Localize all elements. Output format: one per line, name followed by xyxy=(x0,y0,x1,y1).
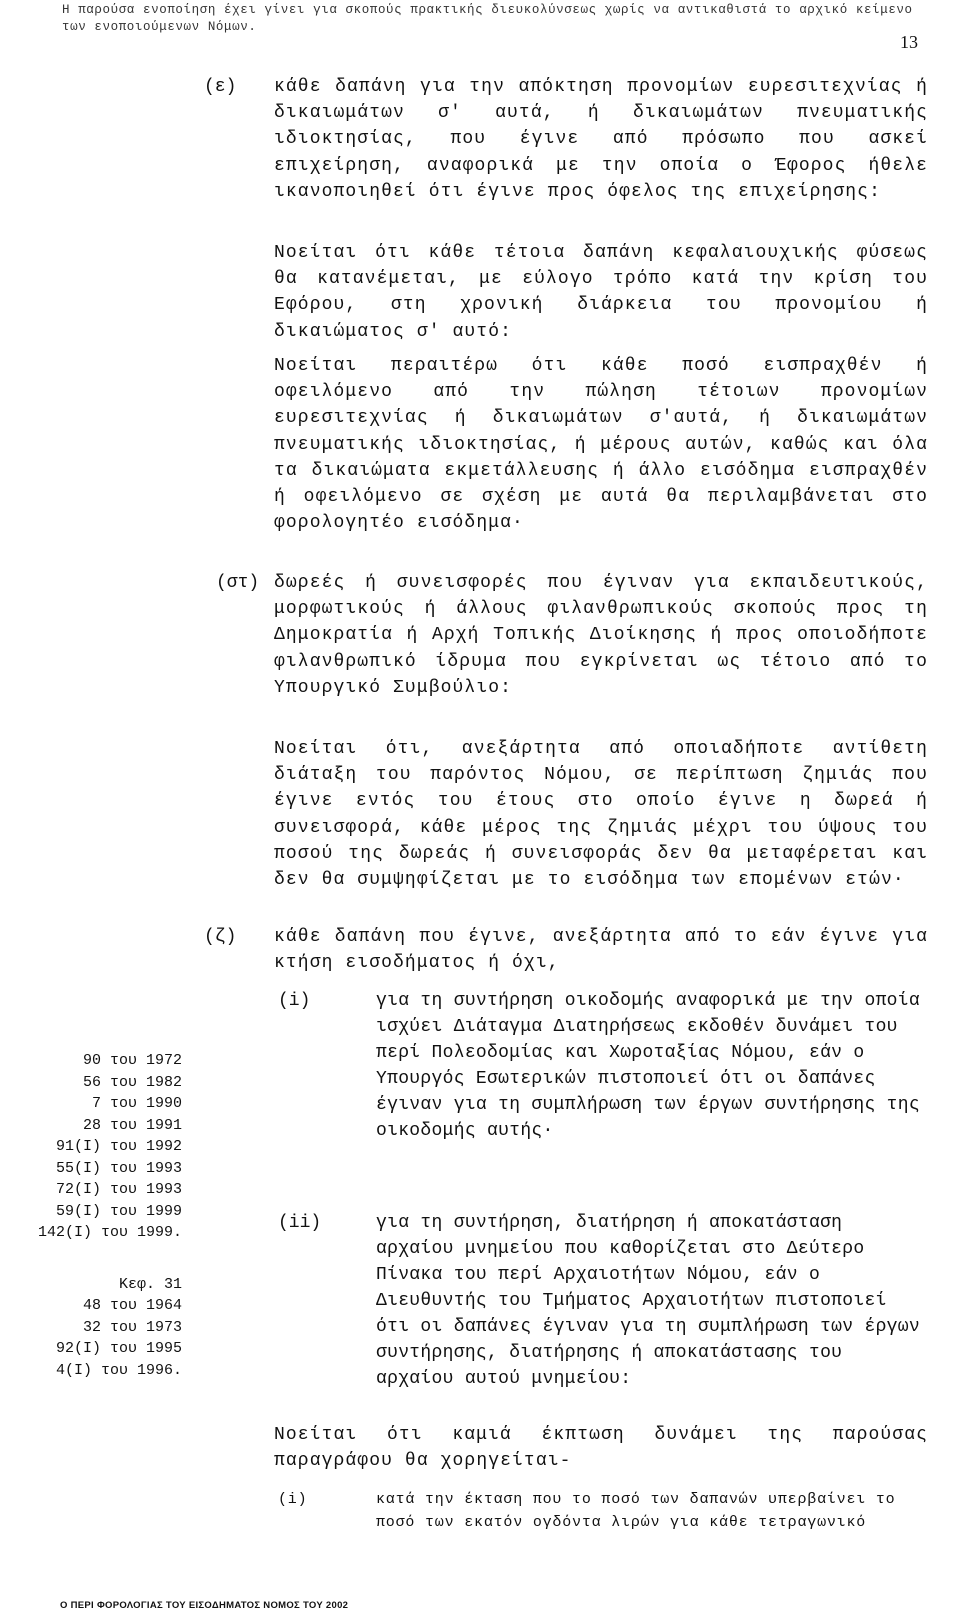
margin-ref: 59(I) του 1999 xyxy=(55,1202,182,1220)
item-st-text: δωρεές ή συνεισφορές που έγιναν για εκπαιδευτικούς, μορφωτικούς ή άλλους φιλανθρωπικούς σκοπούς προς τη Δημοκρατία ή Αρχή Τοπικής Διοίκησης ή προς οποιοδήποτε φιλανθρωπικό ίδρυμα που εγκρίνεται ως τέτοιο από το Υπουργικό Συμβούλιο: xyxy=(274,573,928,698)
margin-ref: 56 του 1982 xyxy=(82,1073,182,1091)
item-e-proviso-1: Νοείται ότι κάθε τέτοια δαπάνη κεφαλαιουχικής φύσεως θα κατανέμεται, με εύλογο τρόπο κατά την κρίση του Εφόρου, στη χρονική διάρκεια του προνομίου ή δικαιώματος σ' αυτό: xyxy=(274,243,928,342)
margin-ref: 90 του 1972 xyxy=(82,1052,182,1069)
margin-ref: 91(I) του 1992 xyxy=(55,1138,182,1155)
item-st-mark: (στ) xyxy=(216,573,260,593)
margin-ref: 72(I) του 1993 xyxy=(55,1181,182,1198)
page-footer: Ο ΠΕΡΙ ΦΟΡΟΛΟΓΙΑΣ ΤΟΥ ΕΙΣΟΔΗΜΑΤΟΣ ΝΟΜΟΣ ΤΟΥ 2002 xyxy=(60,1600,349,1611)
item-z-sub-i-mark: (i) xyxy=(278,991,311,1011)
item-st-proviso: Νοείται ότι, ανεξάρτητα από οποιαδήποτε αντίθετη διάταξη του παρόντος Νόμου, σε περίπτωση ζημιάς που έγινε εντός του έτους στο οποίο έγινε η δωρεά ή συνεισφορά, κάθε μέρος της ζημιάς μέχρι του ύψους του ποσού της δωρεάς ή συνεισφοράς δεν θα μεταφέρεται και δεν θα συμψηφίζεται με το εισόδημα των επομένων ετών· xyxy=(274,739,928,891)
margin-ref: 142(I) του 1999. xyxy=(37,1224,182,1241)
margin-ref: 92(I) του 1995 xyxy=(55,1340,182,1357)
item-z-sub-ii-text: για τη συντήρηση, διατήρηση ή αποκατάσταση αρχαίου μνημείου που καθορίζεται στο Δεύτερο Πίνακα του περί Αρχαιοτήτων Νόμου, εάν ο Διευθυντής του Τμήματος Αρχαιοτήτων πιστοποιεί ότι οι δαπάνες έγιναν για τη συμπλήρωση των έργων συντήρησης, διατήρησης ή αποκατάστασης του αρχαίου αυτού μνημείου: xyxy=(376,1213,920,1389)
margin-ref: 32 του 1973 xyxy=(82,1318,182,1336)
margin-ref: 7 του 1990 xyxy=(91,1095,182,1112)
item-z-last-i-mark: (i) xyxy=(278,1491,308,1508)
item-z-last-i-text: κατά την έκταση που το ποσό των δαπανών υπερβαίνει το ποσό των εκατόν ογδόντα λιρών για κάθε τετραγωνικό xyxy=(376,1491,896,1531)
item-z-sub-ii-mark: (ii) xyxy=(278,1213,322,1233)
page-number: 13 xyxy=(900,32,918,52)
margin-ref: Κεφ. 31 xyxy=(118,1275,182,1293)
item-e-proviso-2: Νοείται περαιτέρω ότι κάθε ποσό εισπραχθέν ή οφειλόμενο από την πώληση τέτοιων προνομίων ευρεσιτεχνίας ή δικαιωμάτων σ'αυτά, ή δικαιωμάτων πνευματικής ιδιοκτησίας, ή μέρους αυτών, καθώς και όλα τα δικαιώματα εκμετάλλευσης ή άλλο εισόδημα εισπραχθέν ή οφειλόμενο σε σχέση με αυτά θα περιλαμβάνεται στο φορολογητέο εισόδημα· xyxy=(274,356,928,534)
consolidation-disclaimer: Η παρούσα ενοποίηση έχει γίνει για σκοπούς πρακτικής διευκολύνσεως χωρίς να αντικαθιστά το αρχικό κείμενο των ενοποιούμενων Νόμων. xyxy=(62,3,913,34)
margin-references xyxy=(0,1050,182,1381)
item-z-sub-i-text: για τη συντήρηση οικοδομής αναφορικά με την οποία ισχύει Διάταγμα Διατηρήσεως εκδοθέν δυνάμει του περί Πολεοδομίας και Χωροταξίας Νόμου, εάν ο Υπουργός Εσωτερικών πιστοποιεί ότι οι δαπάνες έγιναν για τη συμπλήρωση των έργων συντήρησης της οικοδομής αυτής· xyxy=(376,991,920,1141)
margin-ref: 48 του 1964 xyxy=(82,1297,182,1314)
item-z-text: κάθε δαπάνη που έγινε, ανεξάρτητα από το εάν έγινε για κτήση εισοδήματος ή όχι, xyxy=(274,927,928,974)
margin-ref: 55(I) του 1993 xyxy=(55,1159,182,1177)
margin-ref: 4(I) του 1996. xyxy=(55,1361,182,1379)
item-z-proviso: Νοείται ότι καμιά έκπτωση δυνάμει της παρούσας παραγράφου θα χορηγείται- xyxy=(274,1425,928,1472)
item-z-mark: (ζ) xyxy=(204,927,237,947)
item-e-text: κάθε δαπάνη για την απόκτηση προνομίων ευρεσιτεχνίας ή δικαιωμάτων σ' αυτά, ή δικαιωμάτων πνευματικής ιδιοκτησίας, που έγινε από πρόσωπο που ασκεί επιχείρηση, αναφορικά με την οποία ο Έφορος ήθελε ικανοποιηθεί ότι έγινε προς όφελος της επιχείρησης: xyxy=(274,77,928,202)
margin-ref: 28 του 1991 xyxy=(82,1116,182,1134)
item-e-mark: (ε) xyxy=(204,77,237,97)
